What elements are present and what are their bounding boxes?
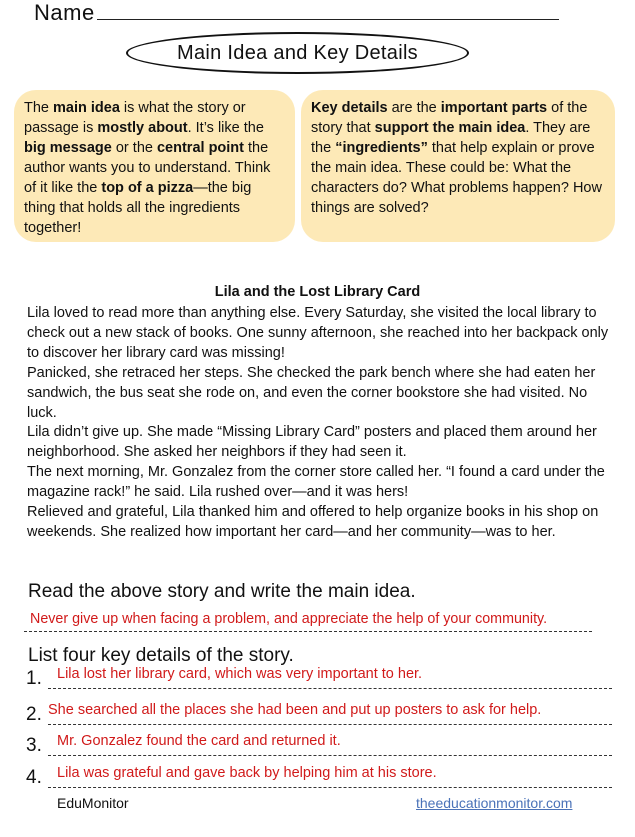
definition-text-run: . They are the (311, 120, 591, 156)
key-detail-answer[interactable]: Lila lost her library card, which was very important to her. (57, 666, 423, 682)
emphasis-text: Key details (311, 100, 388, 116)
key-detail-row[interactable] (26, 765, 616, 791)
definition-text-run: that help explain or prove the main idea. These could be: What the characters do? What problems happen? How things are solved? (311, 140, 602, 216)
key-detail-number: 4. (26, 767, 42, 788)
story-title: Lila and the Lost Library Card (214, 284, 421, 300)
story-paragraph: Panicked, she retraced her steps. She checked the park bench where she had eaten her sandwich, the bus seat she rode on, and even the corner bookstore she had visited. No luck. (27, 364, 596, 421)
key-details-definition-text (311, 98, 605, 218)
emphasis-text: support the main idea (374, 120, 526, 136)
page-title (126, 32, 469, 74)
definition-text-run: —the big thing that holds all the ingredients together! (24, 180, 252, 236)
definition-text-run: . It’s like the (187, 120, 264, 136)
emphasis-text: main idea (53, 100, 120, 116)
key-detail-line (48, 724, 612, 725)
definition-text-run: are the (387, 100, 441, 116)
story-paragraph: Relieved and grateful, Lila thanked him and offered to help organize books in his shop on weekends. She realized how important her card—and her community—was to her. (27, 504, 599, 540)
name-field[interactable] (34, 0, 559, 26)
story-body (27, 304, 617, 543)
key-detail-answer[interactable]: Mr. Gonzalez found the card and returned it. (57, 733, 341, 749)
story-paragraph: Lila didn’t give up. She made “Missing Library Card” posters and placed them around her neighborhood. She asked her neighbors if they had seen it. (27, 424, 597, 461)
emphasis-text: important parts (440, 100, 548, 116)
footer-link[interactable]: theeducationmonitor.com (416, 795, 573, 811)
key-detail-answer[interactable]: Lila was grateful and gave back by helping him at his store. (57, 765, 437, 781)
key-detail-line (48, 755, 612, 756)
main-idea-answer[interactable]: Never give up when facing a problem, and appreciate the help of your community. (30, 611, 548, 627)
definition-text-run: or the (111, 140, 157, 156)
key-detail-line (48, 787, 612, 788)
story-paragraph: The next morning, Mr. Gonzalez from the corner store called her. “I found a card under the magazine rack!” he said. Lila rushed over—and it was hers! (27, 464, 605, 501)
key-detail-line (48, 688, 612, 689)
key-detail-row[interactable] (26, 666, 616, 692)
footer-brand: EduMonitor (57, 795, 129, 811)
key-details-prompt: List four key details of the story. (28, 645, 294, 666)
key-detail-number: 1. (26, 668, 42, 689)
story-paragraph: Lila loved to read more than anything else. Every Saturday, she visited the local library to check out a new stack of books. One sunny afternoon, she reached into her backpack only to discover her library card was missing! (27, 305, 609, 361)
emphasis-text: “ingredients” (335, 140, 428, 156)
main-idea-answer-line (24, 631, 592, 632)
key-detail-answer[interactable]: She searched all the places she had been and put up posters to ask for help. (48, 702, 542, 718)
emphasis-text: mostly about (97, 120, 188, 136)
emphasis-text: big message (24, 140, 112, 156)
definition-text-run: The (24, 100, 54, 116)
key-detail-number: 3. (26, 735, 42, 756)
definition-text-run: of the story that (311, 100, 588, 136)
emphasis-text: top of a pizza (101, 180, 194, 196)
main-idea-definition-text (24, 98, 285, 238)
key-detail-number: 2. (26, 704, 42, 725)
main-idea-definition-box (14, 90, 295, 242)
definition-text-run: the author wants you to understand. Think of it like the (24, 140, 271, 196)
key-details-definition-box (301, 90, 615, 242)
name-label: Name (34, 0, 95, 25)
definition-text-run: is what the story or passage is (24, 100, 246, 136)
key-detail-row[interactable] (26, 702, 616, 728)
main-idea-prompt: Read the above story and write the main idea. (28, 581, 416, 602)
emphasis-text: central point (156, 140, 244, 156)
name-line[interactable] (97, 1, 559, 20)
key-detail-row[interactable] (26, 733, 616, 759)
page-title-text: Main Idea and Key Details (177, 41, 418, 64)
